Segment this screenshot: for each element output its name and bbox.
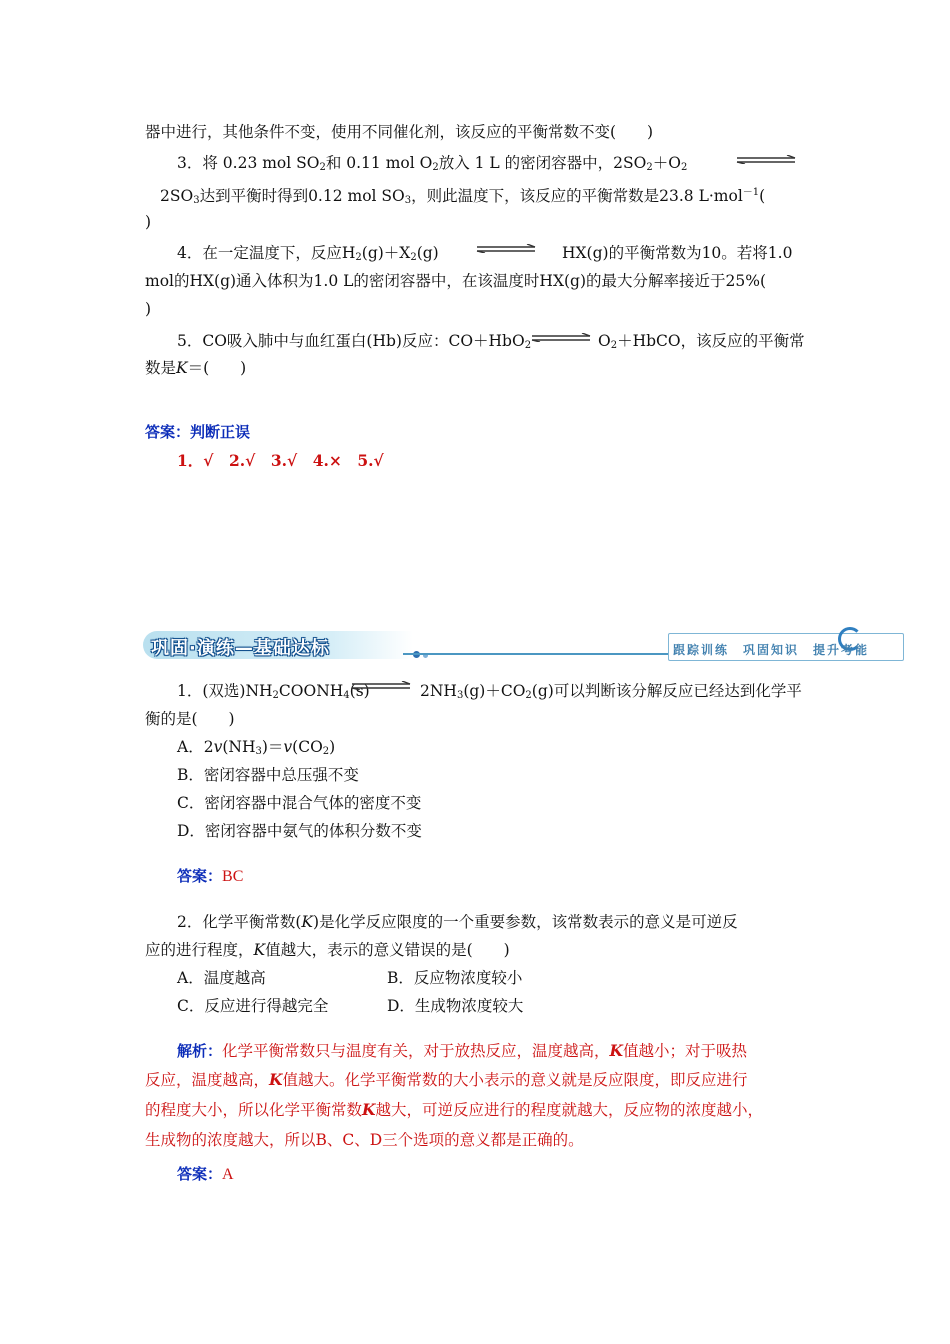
q4-text: 4．在一定温度下，反应H (177, 244, 356, 262)
q3-text: 放入 1 L 的密闭容器中，2SO (438, 154, 647, 172)
question-3-line-2 (160, 182, 765, 212)
subscript: 2 (680, 162, 688, 173)
section-banner (143, 627, 903, 663)
subscript: 2 (319, 162, 326, 173)
question-1-option-b (177, 764, 359, 786)
k-symbol: K (253, 941, 266, 959)
question-2-answer (177, 1163, 234, 1186)
question-4-line-3 (145, 298, 151, 320)
question-1-option-c (177, 792, 421, 814)
q1-text: 2NH (420, 682, 457, 700)
question-1-line-1b (420, 680, 802, 707)
q1-text: 1．(双选)NH (177, 682, 273, 700)
option-text: )＝ (261, 738, 284, 756)
q5-text: ＋HbCO，该反应的平衡常 (617, 332, 805, 350)
subscript: 2 (322, 746, 330, 757)
answer-values (177, 450, 384, 472)
analysis-line-2 (145, 1069, 748, 1091)
option-text: B．反应物浓度较小 (387, 969, 523, 987)
option-text: D．生成物浓度较大 (387, 997, 524, 1015)
answer-values-text: 1．√ 2.√ 3.√ 4.× 5.√ (177, 451, 384, 470)
equilibrium-arrow-icon (735, 155, 797, 164)
text-line (145, 121, 653, 143)
question-2-option-d (387, 995, 523, 1017)
q3-text: ) (145, 213, 152, 231)
answer-value: BC (222, 868, 244, 885)
option-text: (NH (222, 738, 256, 756)
q2-text: 值越大，表示的意义错误的是( ) (265, 941, 510, 959)
subscript: 2 (355, 252, 362, 263)
analysis-line-4 (145, 1129, 584, 1151)
subscript: 3 (404, 195, 412, 206)
q1-text: 衡的是( ) (145, 710, 235, 728)
option-text: B．密闭容器中总压强不变 (177, 766, 359, 784)
analysis-text: 的程度大小，所以化学平衡常数 (145, 1101, 363, 1119)
equilibrium-arrow-icon (350, 681, 412, 690)
answer-label: 答案： (177, 867, 223, 885)
answer-value: A (222, 1166, 234, 1183)
q2-text: )是化学反应限度的一个重要参数，该常数表示的意义是可逆反 (313, 913, 738, 931)
q1-text: (g)可以判断该分解反应已经达到化学平 (531, 682, 802, 700)
q4-text: (g) (416, 244, 439, 262)
q3-text: ＋O (652, 154, 681, 172)
q4-text: mol的HX(g)通入体积为1.0 L的密闭容器中，在该温度时HX(g)的最大分解率接近于25%( (145, 272, 766, 290)
banner-subtitle: 跟踪训练 巩固知识 提升考能 (673, 643, 870, 657)
subscript: 2 (432, 162, 439, 173)
question-5-line-2 (145, 357, 246, 379)
subscript: 3 (193, 195, 200, 206)
question-4-line-1b (562, 242, 792, 264)
option-text: D．密闭容器中氨气的体积分数不变 (177, 822, 422, 840)
subscript: 2 (410, 252, 417, 263)
analysis-label: 解析： (177, 1042, 223, 1060)
subscript: 2 (272, 690, 279, 701)
option-text: C．密闭容器中混合气体的密度不变 (177, 794, 422, 812)
answer-label (145, 421, 250, 443)
v-symbol: v (213, 738, 223, 756)
equilibrium-arrow-icon (530, 333, 592, 342)
question-1-option-d (177, 820, 422, 842)
analysis-text: 反应，温度越高， (145, 1071, 270, 1089)
question-2-option-b (387, 967, 522, 989)
answer-label-text: 答案：判断正误 (145, 423, 251, 441)
analysis-text: 越大，可逆反应进行的程度就越大，反应物的浓度越小， (375, 1101, 764, 1119)
option-text: A．温度越高 (177, 969, 266, 987)
analysis-text: 化学平衡常数只与温度有关，对于放热反应，温度越高， (222, 1042, 610, 1060)
q1-text: (g)＋CO (463, 682, 526, 700)
question-2-line-1 (177, 911, 738, 933)
q5-text: ＝( ) (187, 359, 247, 377)
q3-text: 达到平衡时得到0.12 mol SO (199, 187, 405, 205)
subscript: 2 (646, 162, 653, 173)
q1-text: COONH (278, 682, 344, 700)
question-2-line-2 (145, 939, 510, 961)
q3-text: ( (759, 187, 766, 205)
q5-text: O (598, 332, 611, 350)
k-symbol: K (609, 1041, 624, 1060)
subscript: 3 (255, 746, 262, 757)
analysis-text: 值越小；对于吸热 (623, 1042, 748, 1060)
k-symbol: K (269, 1070, 283, 1089)
question-1-option-a (177, 736, 335, 763)
question-5-line-1 (177, 330, 531, 357)
analysis-line-1 (177, 1040, 747, 1062)
analysis-text: 生成物的浓度越大，所以B、C、D三个选项的意义都是正确的。 (145, 1131, 584, 1149)
q3-text: 2SO (160, 187, 194, 205)
equilibrium-arrow-icon (475, 244, 537, 253)
analysis-line-3 (145, 1099, 763, 1121)
q3-text: ，则此温度下，该反应的平衡常数是23.8 L·mol (411, 187, 743, 205)
q3-text: 3．将 0.23 mol SO (177, 154, 320, 172)
question-1-line-1 (177, 680, 370, 707)
option-text: A．2 (177, 738, 214, 756)
question-3-line-1 (177, 152, 687, 179)
superscript: －1 (742, 187, 760, 198)
v-symbol: v (283, 738, 293, 756)
line-text: 器中进行，其他条件不变，使用不同催化剂，该反应的平衡常数不变( ) (145, 123, 654, 141)
subscript: 2 (524, 340, 532, 351)
q4-text: (g)＋X (361, 244, 411, 262)
subscript: 2 (525, 690, 532, 701)
k-symbol: K (176, 359, 188, 377)
option-text: (CO (292, 738, 323, 756)
option-text: ) (329, 738, 336, 756)
q4-text: HX(g)的平衡常数为10。若将1.0 (562, 244, 793, 262)
q2-text: 应的进行程度， (145, 941, 254, 959)
q3-text: 和 0.11 mol O (325, 154, 433, 172)
k-symbol: K (301, 913, 314, 931)
banner-title: 巩固·演练—基础达标 (151, 638, 330, 659)
q5-text: 5．CO吸入肺中与血红蛋白(Hb)反应：CO＋HbO (177, 332, 525, 350)
subscript: 4 (343, 690, 350, 701)
analysis-text: 值越大。化学平衡常数的大小表示的意义就是反应限度，即反应进行 (282, 1071, 748, 1089)
question-4-line-1 (177, 242, 439, 269)
question-4-line-2 (145, 270, 766, 292)
question-2-option-a (177, 967, 266, 989)
k-symbol: K (362, 1100, 376, 1119)
subscript: 2 (610, 340, 618, 351)
option-text: C．反应进行得越完全 (177, 997, 329, 1015)
q5-text: 数是 (145, 359, 177, 377)
q1-text: (s) (349, 682, 370, 700)
question-5-line-1b (598, 330, 805, 357)
question-1-line-2 (145, 708, 235, 730)
q4-text: ) (145, 300, 152, 318)
question-3-line-3 (145, 211, 151, 233)
question-1-answer (177, 865, 243, 888)
answer-label: 答案： (177, 1165, 223, 1183)
question-2-option-c (177, 995, 328, 1017)
q2-text: 2．化学平衡常数( (177, 913, 302, 931)
subscript: 3 (456, 690, 464, 701)
